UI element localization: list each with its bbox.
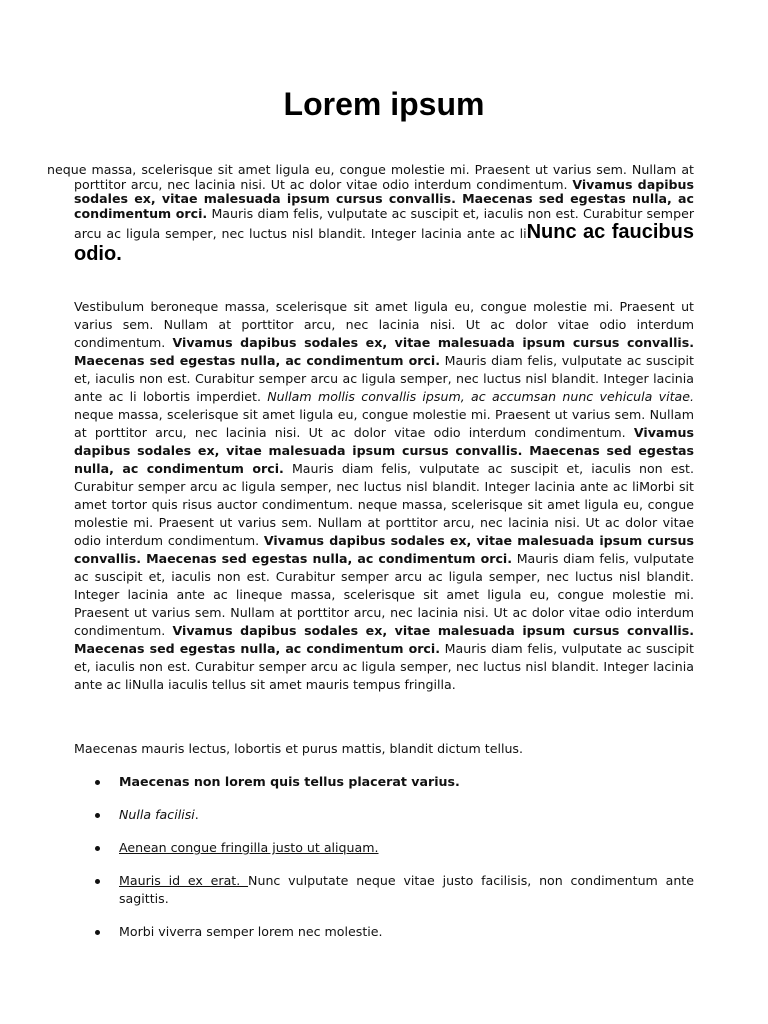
list-item-tail: .: [194, 807, 199, 822]
paragraph-2-text-d: Mauris diam felis, vulputate ac suscipit et, iaculis non est. Curabitur semper arcu ac ligula semper, nec luctus nisl blandit. Integer lacinia ante ac liMorbi sit amet tortor quis risus auctor condimentum. neque massa, scelerisque sit amet ligula eu, congue molestie mi. Praesent ut varius sem. Nullam at porttitor arcu, nec lacinia nisi. Ut ac dolor vitae odio interdum condimentum.: [74, 461, 695, 548]
paragraph-2-text-c: neque massa, scelerisque sit amet ligula eu, congue molestie mi. Praesent ut varius sem. Nullam at porttitor arcu, nec lacinia nisi. Ut ac dolor vitae odio interdum condimentum.: [74, 407, 694, 440]
bullet-icon: [95, 879, 100, 884]
paragraph-2-bold-a: Vivamus dapibus sodales ex, vitae malesuada ipsum cursus convallis. Maecenas sed egestas nulla, ac condimentum orci.: [74, 335, 694, 368]
paragraph-2-text-f: Mauris diam felis, vulputate ac suscipit et, iaculis non est. Curabitur semper arcu ac ligula semper, nec luctus nisl blandit. Integer lacinia ante ac liNulla iaculis tellus sit amet mauris tempus fringilla.: [74, 641, 694, 692]
paragraph-2-text-a: Vestibulum beroneque massa, scelerisque sit amet ligula eu, congue molestie mi. Praesent ut varius sem. Nullam at porttitor arcu, nec lacinia nisi. Ut ac dolor vitae odio interdum condimentum.: [74, 299, 694, 350]
bullet-icon: [95, 930, 100, 935]
list-item-text: Morbi viverra semper lorem nec molestie.: [119, 924, 383, 939]
list-item-underline: Aenean congue fringilla justo ut aliquam.: [119, 840, 379, 855]
document-title: Lorem ipsum: [283, 86, 485, 122]
list-item: [74, 872, 694, 908]
paragraph-2-bold-c: Vivamus dapibus sodales ex, vitae malesuada ipsum cursus convallis. Maecenas sed egestas nulla, ac condimentum orci.: [74, 533, 694, 566]
bullet-icon: [95, 780, 100, 785]
paragraph-2-text-b: Mauris diam felis, vulputate ac suscipit et, iaculis non est. Curabitur semper arcu ac ligula semper, nec luctus nisl blandit. Integer lacinia ante ac li lobortis imperdiet.: [74, 353, 694, 404]
paragraph-1-text-a: neque massa, scelerisque sit amet ligula eu, congue molestie mi. Praesent ut varius sem. Nullam at porttitor arcu, nec lacinia nisi. Ut ac dolor vitae odio interdum condimentum.: [47, 162, 694, 192]
paragraph-2-bold-d: Vivamus dapibus sodales ex, vitae malesuada ipsum cursus convallis. Maecenas sed egestas nulla, ac condimentum orci.: [74, 623, 694, 656]
list-item: [74, 806, 694, 824]
paragraph-3: Maecenas mauris lectus, lobortis et purus mattis, blandit dictum tellus.: [74, 741, 523, 756]
bullet-icon: [95, 846, 100, 851]
paragraph-2-italic-a: Nullam mollis convallis ipsum, ac accumsan nunc vehicula vitae.: [267, 389, 694, 404]
list-item: [74, 773, 694, 791]
paragraph-2: [74, 298, 694, 694]
paragraph-1: [47, 163, 694, 265]
paragraph-2-text-e: Mauris diam felis, vulputate ac suscipit et, iaculis non est. Curabitur semper arcu ac ligula semper, nec luctus nisl blandit. Integer lacinia ante ac lineque massa, scelerisque sit amet ligula eu, congue molestie mi. Praesent ut varius sem. Nullam at porttitor arcu, nec lacinia nisi. Ut ac dolor vitae odio interdum condimentum.: [74, 551, 694, 638]
list-item: [74, 839, 694, 857]
paragraph-1-text-b: Mauris diam felis, vulputate ac suscipit et, iaculis non est. Curabitur semper arcu ac ligula semper, nec luctus nisl blandit. Integer lacinia ante ac li: [74, 205, 694, 242]
list-item-underline: Mauris id ex erat.: [119, 873, 249, 888]
inline-heading: Nunc ac faucibus odio.: [74, 221, 694, 266]
list-item-tail: Nunc vulputate neque vitae justo facilisis, non condimentum ante sagittis.: [119, 873, 694, 906]
list-item-bold: Maecenas non lorem quis tellus placerat varius.: [119, 774, 460, 789]
paragraph-1-bold-a: Vivamus dapibus sodales ex, vitae malesuada ipsum cursus convallis. Maecenas sed egestas nulla, ac condimentum orci.: [74, 176, 695, 221]
list-item-italic: Nulla facilisi: [119, 807, 195, 822]
bullet-icon: [95, 813, 100, 818]
list-item: [74, 923, 694, 941]
paragraph-2-bold-b: Vivamus dapibus sodales ex, vitae malesuada ipsum cursus convallis. Maecenas sed egestas nulla, ac condimentum orci.: [74, 425, 694, 476]
bullet-list: [74, 773, 694, 956]
